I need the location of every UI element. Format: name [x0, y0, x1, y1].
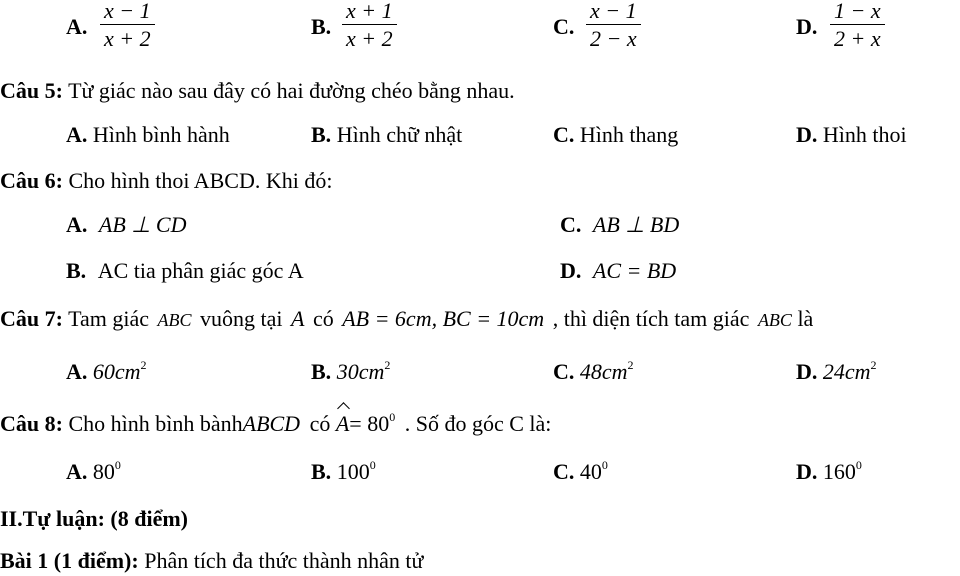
q7-stem: Câu 7: Tam giác ABC vuông tại A có AB = 6cm, BC = 10cm , thì diện tích tam giác ABC là	[0, 306, 814, 331]
q6-option-a: A. AB ⊥ CD	[66, 212, 187, 237]
q4-option-c-fraction: x − 1 2 − x	[586, 0, 641, 53]
q4-option-d-fraction: 1 − x 2 + x	[830, 0, 885, 53]
q4-option-a-label: A.	[66, 14, 88, 39]
q8-option-c: C. $40^0$	[553, 458, 608, 484]
q7-option-c: C. $48cm^2$	[553, 358, 634, 384]
q6-option-c: C. AB ⊥ BD	[560, 212, 680, 237]
angle-hat-symbol: A	[335, 411, 350, 436]
q4-option-b-fraction: x + 1 x + 2	[342, 0, 397, 53]
q5-option-a: A. Hình bình hành	[66, 122, 230, 147]
q5-option-c: C. Hình thang	[553, 122, 679, 147]
q4-option-d-label: D.	[796, 14, 818, 39]
bai1-label: Bài 1 (1 điểm):	[0, 548, 139, 573]
q4-option-a-fraction: x − 1 x + 2	[100, 0, 155, 53]
q6-text: Cho hình thoi ABCD. Khi đó:	[68, 168, 333, 193]
q6-option-b: B. AC tia phân giác góc A	[66, 258, 304, 283]
q6-stem	[0, 168, 333, 194]
q5-text: Từ giác nào sau đây có hai đường chéo bằng nhau.	[68, 78, 515, 103]
q8-option-a: A. $80^0$	[66, 458, 121, 484]
q7-option-b: B. $30cm^2$	[311, 358, 391, 384]
bai1-text: Phân tích đa thức thành nhân tử	[144, 548, 424, 573]
q5-label: Câu 5:	[0, 78, 63, 103]
section-2-title: II.Tự luận: (8 điểm)	[0, 506, 188, 531]
q8-stem: Câu 8: Cho hình bình bànhABCD có $A= 80^0$ . Số đo góc C là:	[0, 410, 552, 436]
q5-option-b: B. Hình chữ nhật	[311, 122, 463, 147]
q8-option-b: B. $100^0$	[311, 458, 376, 484]
q7-option-d: D. $24cm^2$	[796, 358, 877, 384]
q7-option-a: A. $60cm^2$	[66, 358, 147, 384]
bai1-stem	[0, 548, 423, 574]
q4-option-c-label: C.	[553, 14, 575, 39]
q7-label: Câu 7:	[0, 306, 63, 331]
q4-option-b-label: B.	[311, 14, 332, 39]
q5-stem	[0, 78, 515, 104]
q8-option-d: D. $160^0$	[796, 458, 862, 484]
q8-label: Câu 8:	[0, 411, 63, 436]
q6-option-d: D. AC = BD	[560, 258, 677, 283]
q6-label: Câu 6:	[0, 168, 63, 193]
q5-option-d: D. Hình thoi	[796, 122, 907, 147]
